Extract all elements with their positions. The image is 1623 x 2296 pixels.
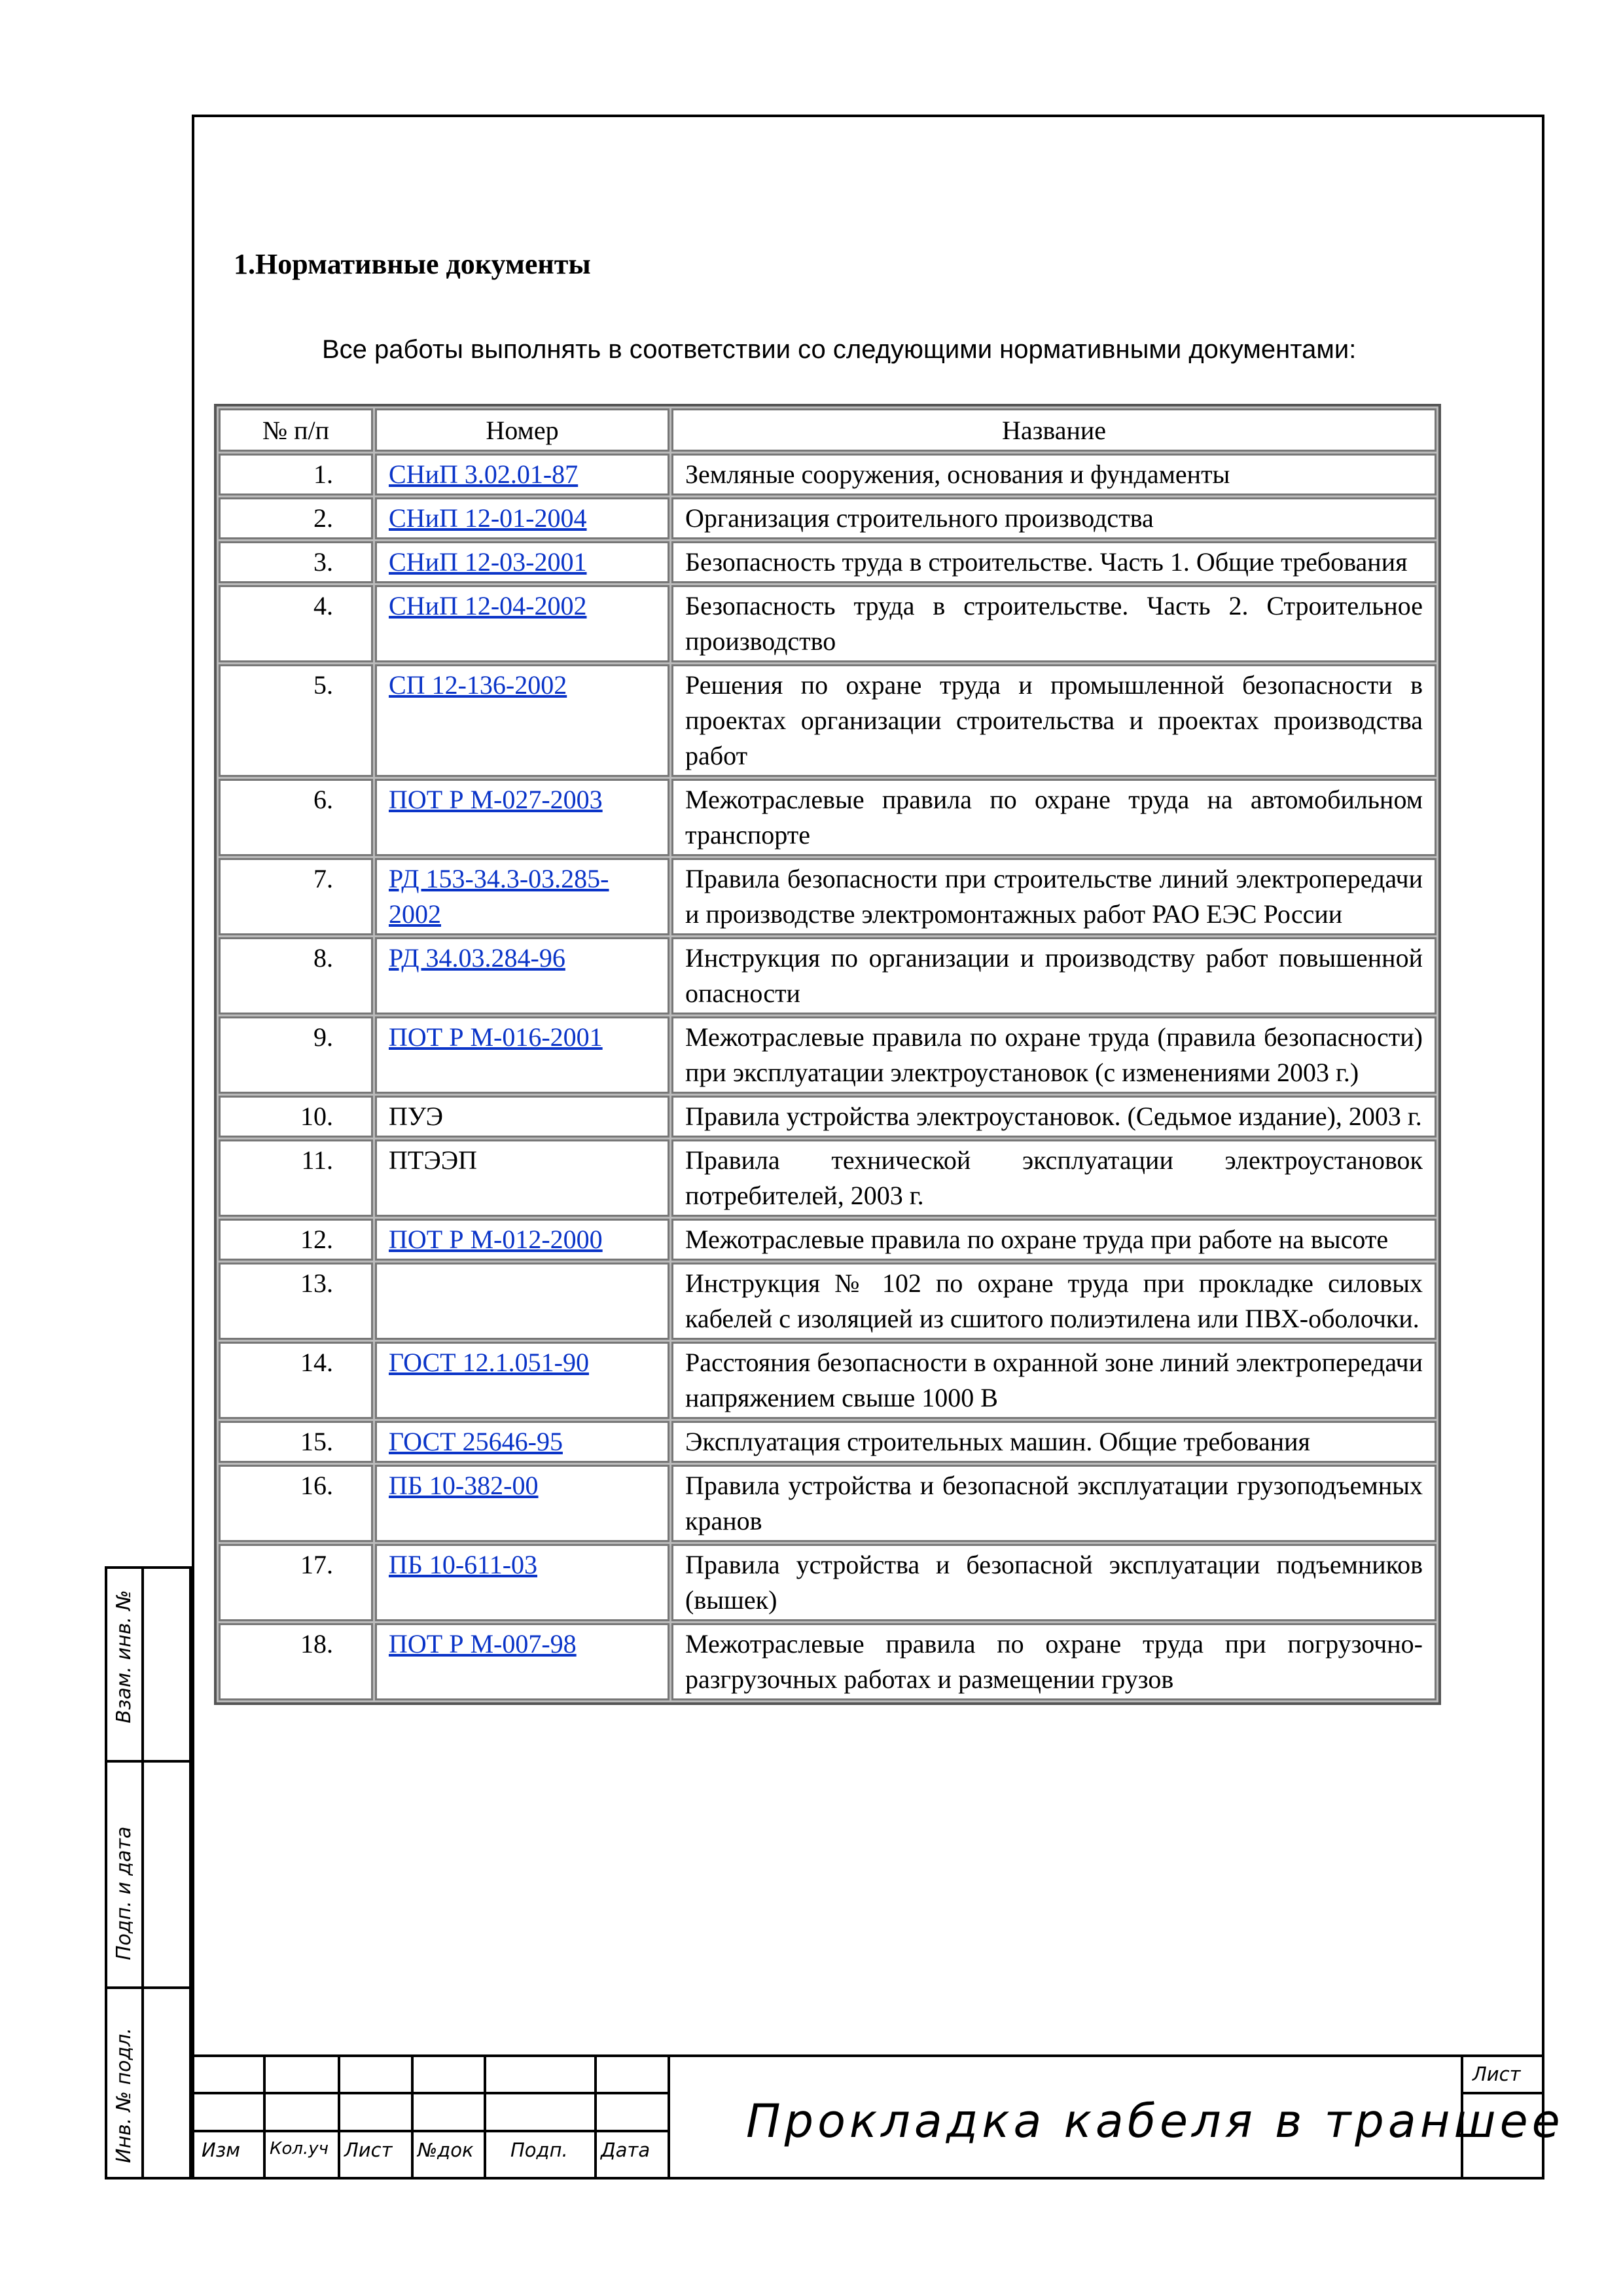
- table-row: [219, 1544, 1436, 1621]
- row-number: 11.: [219, 1139, 373, 1217]
- side-stamp-inv-label: Инв. № подл.: [113, 2028, 135, 2163]
- document-code-link[interactable]: ГОСТ 12.1.051-90: [389, 1348, 589, 1377]
- row-code-cell: [375, 585, 669, 662]
- row-code-cell: [375, 1096, 669, 1138]
- document-title: Прокладка кабеля в траншее: [746, 2094, 1564, 2148]
- row-code-cell: [375, 1016, 669, 1094]
- side-stamp-vzam-label: Взам. инв. №: [113, 1590, 135, 1723]
- document-code-link[interactable]: ПОТ Р М-007-98: [389, 1629, 577, 1659]
- row-number: 17.: [219, 1544, 373, 1621]
- table-row: [219, 1465, 1436, 1542]
- row-number: 9.: [219, 1016, 373, 1094]
- row-code-cell: [375, 497, 669, 539]
- row-number: 10.: [219, 1096, 373, 1138]
- row-code-cell: [375, 779, 669, 856]
- table-row: [219, 541, 1436, 583]
- table-row: [219, 1016, 1436, 1094]
- table-row: [219, 1139, 1436, 1217]
- document-name: Инструкция № 102 по охране труда при прокладке силовых кабелей с изоляцией из сшитого полиэтилена или ПВХ-оболочки.: [671, 1263, 1436, 1340]
- row-number: 6.: [219, 779, 373, 856]
- row-code-cell: [375, 664, 669, 777]
- row-number: 2.: [219, 497, 373, 539]
- row-code-cell: [375, 1139, 669, 1217]
- document-name: Расстояния безопасности в охранной зоне линий электропередачи напряжением свыше 1000 В: [671, 1342, 1436, 1419]
- document-code-link[interactable]: СНиП 12-04-2002: [389, 591, 587, 620]
- document-code-link[interactable]: СНиП 12-03-2001: [389, 547, 587, 577]
- document-name: Безопасность труда в строительстве. Часть 1. Общие требования: [671, 541, 1436, 583]
- row-code-cell: [375, 1263, 669, 1340]
- table-row: [219, 664, 1436, 777]
- document-name: Правила устройства и безопасной эксплуатации грузоподъемных кранов: [671, 1465, 1436, 1542]
- table-row: [219, 585, 1436, 662]
- table-row: [219, 1342, 1436, 1419]
- row-number: 4.: [219, 585, 373, 662]
- document-code-link[interactable]: СНиП 12-01-2004: [389, 503, 587, 533]
- intro-text: Все работы выполнять в соответствии со следующими нормативными документами:: [322, 335, 1357, 364]
- table-row: [219, 1263, 1436, 1340]
- document-name: Земляные сооружения, основания и фундаменты: [671, 454, 1436, 495]
- table-row: [219, 858, 1436, 935]
- document-code: ПТЭЭП: [389, 1145, 478, 1175]
- document-name: Межотраслевые правила по охране труда при погрузочно-разгрузочных работах и размещении грузов: [671, 1623, 1436, 1700]
- col-label-list: Лист: [344, 2139, 393, 2161]
- row-number: 13.: [219, 1263, 373, 1340]
- col-label-data: Дата: [601, 2139, 651, 2161]
- document-name: Эксплуатация строительных машин. Общие требования: [671, 1421, 1436, 1463]
- table-row: [219, 937, 1436, 1014]
- row-number: 15.: [219, 1421, 373, 1463]
- document-name: Решения по охране труда и промышленной безопасности в проектах организации строительства и проектах производства работ: [671, 664, 1436, 777]
- row-number: 3.: [219, 541, 373, 583]
- document-code-link[interactable]: ПБ 10-611-03: [389, 1550, 538, 1579]
- row-number: 5.: [219, 664, 373, 777]
- row-number: 14.: [219, 1342, 373, 1419]
- row-number: 18.: [219, 1623, 373, 1700]
- document-code-link[interactable]: ПОТ Р М-027-2003: [389, 785, 603, 814]
- row-code-cell: [375, 541, 669, 583]
- row-number: 1.: [219, 454, 373, 495]
- document-name: Организация строительного производства: [671, 497, 1436, 539]
- document-name: Инструкция по организации и производству работ повышенной опасности: [671, 937, 1436, 1014]
- document-name: Правила безопасности при строительстве линий электропередачи и производстве электромонтажных работ РАО ЕЭС России: [671, 858, 1436, 935]
- document-code: ПУЭ: [389, 1102, 444, 1131]
- row-code-cell: [375, 858, 669, 935]
- table-row: [219, 779, 1436, 856]
- document-code-link[interactable]: СНиП 3.02.01-87: [389, 459, 579, 489]
- row-number: 12.: [219, 1219, 373, 1261]
- table-header-row: [219, 408, 1436, 452]
- normative-documents-table: [214, 404, 1441, 1705]
- header-code: Номер: [375, 408, 669, 452]
- document-name: Безопасность труда в строительстве. Часть 2. Строительное производство: [671, 585, 1436, 662]
- document-name: Межотраслевые правила по охране труда при работе на высоте: [671, 1219, 1436, 1261]
- col-label-podp: Подп.: [510, 2139, 568, 2161]
- table-row: [219, 1421, 1436, 1463]
- table-row: [219, 454, 1436, 495]
- col-label-kol-uch: Кол.уч: [270, 2139, 329, 2159]
- col-label-izm: Изм: [202, 2139, 240, 2161]
- document-name: Межотраслевые правила по охране труда на автомобильном транспорте: [671, 779, 1436, 856]
- document-name: Правила устройства электроустановок. (Седьмое издание), 2003 г.: [671, 1096, 1436, 1138]
- table-row: [219, 1623, 1436, 1700]
- table-row: [219, 497, 1436, 539]
- document-code-link[interactable]: ПОТ Р М-012-2000: [389, 1225, 603, 1254]
- row-code-cell: [375, 1623, 669, 1700]
- section-title: 1.Нормативные документы: [234, 248, 591, 280]
- table-row: [219, 1219, 1436, 1261]
- document-code-link[interactable]: ПБ 10-382-00: [389, 1471, 539, 1500]
- header-num: № п/п: [219, 408, 373, 452]
- header-name: Название: [671, 408, 1436, 452]
- row-code-cell: [375, 454, 669, 495]
- document-code-link[interactable]: РД 34.03.284-96: [389, 943, 565, 973]
- document-code-link[interactable]: ПОТ Р М-016-2001: [389, 1022, 603, 1052]
- side-stamp-podp-label: Подп. и дата: [113, 1826, 135, 1960]
- table-row: [219, 1096, 1436, 1138]
- document-name: Правила устройства и безопасной эксплуатации подъемников (вышек): [671, 1544, 1436, 1621]
- row-code-cell: [375, 1421, 669, 1463]
- row-code-cell: [375, 1544, 669, 1621]
- document-name: Правила технической эксплуатации электроустановок потребителей, 2003 г.: [671, 1139, 1436, 1217]
- row-code-cell: [375, 1465, 669, 1542]
- sheet-label: Лист: [1472, 2063, 1521, 2085]
- row-code-cell: [375, 937, 669, 1014]
- row-number: 16.: [219, 1465, 373, 1542]
- row-code-cell: [375, 1342, 669, 1419]
- row-number: 7.: [219, 858, 373, 935]
- side-stamp: [105, 1566, 192, 2179]
- row-code-cell: [375, 1219, 669, 1261]
- document-code-link[interactable]: СП 12-136-2002: [389, 670, 567, 700]
- col-label-ndok: №док: [418, 2139, 474, 2161]
- document-code-link[interactable]: РД 153-34.3-03.285-2002: [389, 864, 609, 929]
- document-name: Межотраслевые правила по охране труда (правила безопасности) при эксплуатации электроустановок (с изменениями 2003 г.): [671, 1016, 1436, 1094]
- row-number: 8.: [219, 937, 373, 1014]
- document-code-link[interactable]: ГОСТ 25646-95: [389, 1427, 563, 1456]
